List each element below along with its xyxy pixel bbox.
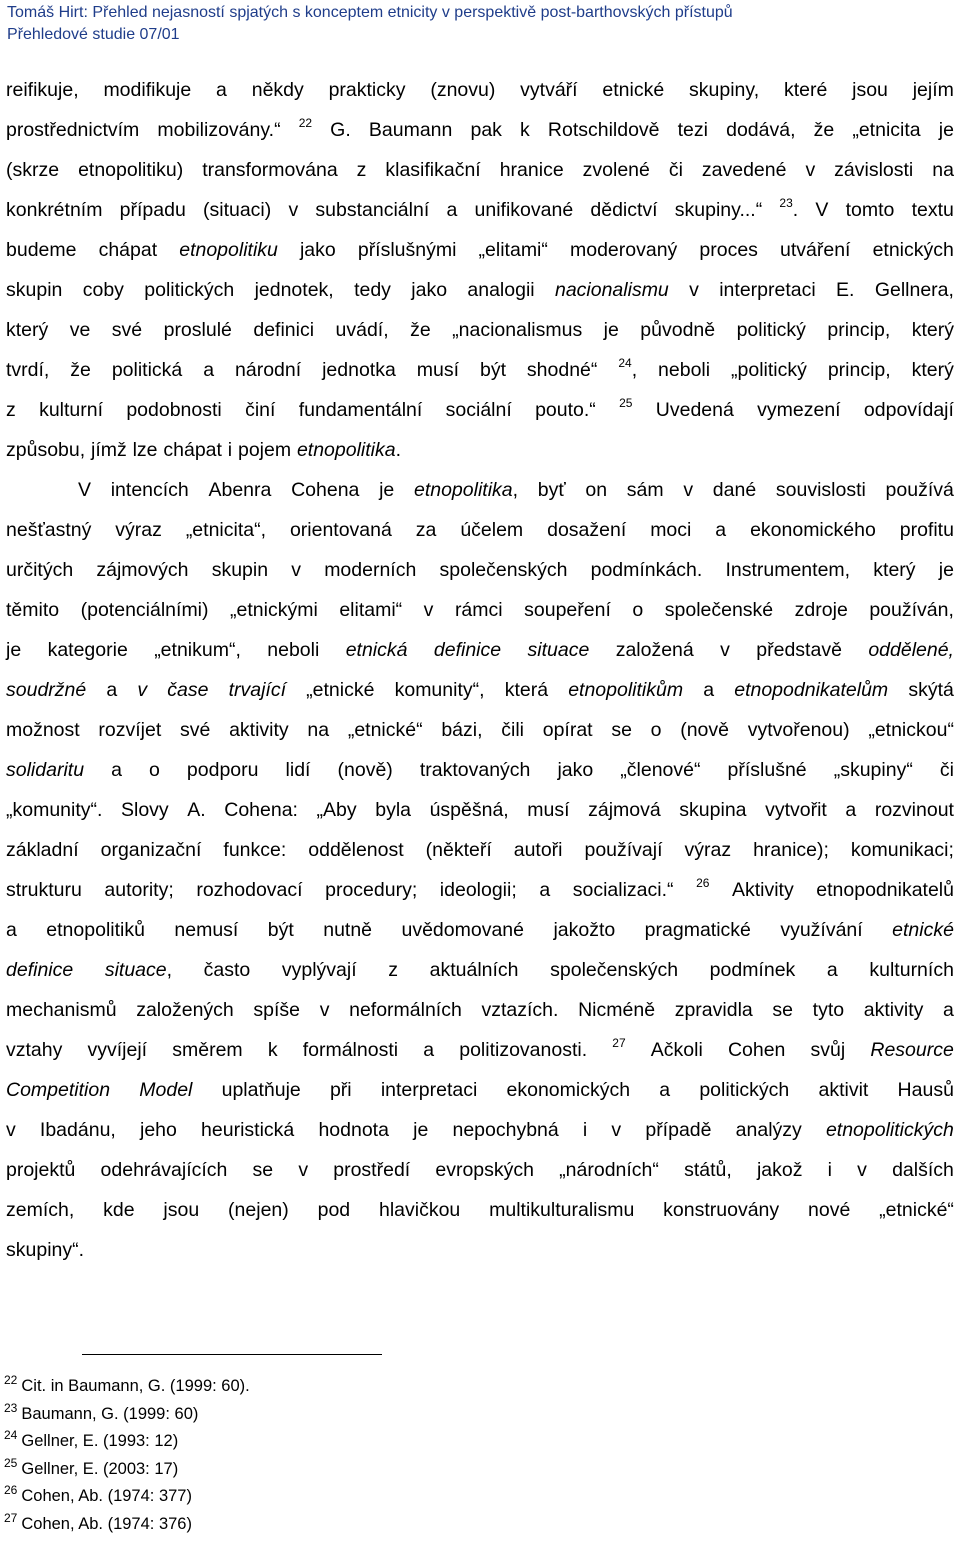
text-line: strukturu autority; rozhodovací procedury; ideologii; a socializaci.“ $^{26}$ Aktivity etnopodnikatelů (6, 876, 954, 901)
footnote-ref: 22 (298, 116, 313, 130)
text-line: určitých zájmových skupin v moderních společenských podmínkách. Instrumentem, který je (6, 559, 954, 581)
text-line: z kulturní podobnosti činí fundamentální sociální pouto.“ $^{25}$ Uvedená vymezení odpovídají (6, 396, 954, 421)
text-line: vztahy vyvíjejí směrem k formálnosti a politizovanosti. $^{27}$ Ačkoli Cohen svůj Resource (6, 1036, 954, 1061)
text-line: zemích, kde jsou (nejen) pod hlavičkou multikulturalismu konstruovány nové „etnické“ (6, 1199, 954, 1221)
footnote: $^{23}$ Baumann, G. (1999: 60) (4, 1400, 199, 1423)
text-line: těmito (potenciálními) „etnickými elitami“ v rámci soupeření o společenské zdroje používán, (6, 599, 954, 621)
page-header (7, 2, 733, 46)
footnote: $^{26}$ Cohen, Ab. (1974: 377) (4, 1483, 192, 1506)
text-line: způsobu, jímž lze chápat i pojem etnopolitika. (6, 439, 402, 461)
header-series: Přehledové studie 07/01 (7, 26, 180, 43)
text-line: „komunity“. Slovy A. Cohena: „Aby byla úspěšná, musí zájmová skupina vytvořit a rozvinout (6, 799, 954, 821)
text-line: skupiny“. (6, 1239, 85, 1261)
text-line: V intencích Abenra Cohena je etnopolitika, byť on sám v dané souvislosti používá (78, 479, 954, 501)
text-line: prostřednictvím mobilizovány.“ $^{22}$ G. Baumann pak k Rotschildově tezi dodává, že „etnicita je (6, 116, 954, 141)
footnote-ref: 26 (696, 876, 710, 890)
text-line: je kategorie „etnikum“, neboli etnická definice situace založená v představě oddělené, (6, 639, 954, 661)
text-line: budeme chápat etnopolitiku jako příslušnými „elitami“ moderovaný proces utváření etnických (6, 239, 954, 261)
text-line: soudržné a v čase trvající „etnické komunity“, která etnopolitikům a etnopodnikatelům skýtá (6, 679, 954, 701)
text-line: nešťastný výraz „etnicita“, orientovaná za účelem dosažení moci a ekonomického profitu (6, 519, 954, 541)
text-line: Competition Model uplatňuje při interpretaci ekonomických a politických aktivit Hausů (6, 1079, 954, 1101)
text-line: konkrétním případu (situaci) v substanciální a unifikované dědictví skupiny...“ $^{23}$. V tomto textu (6, 196, 954, 221)
text-line: v Ibadánu, jeho heuristická hodnota je nepochybná i v případě analýzy etnopolitických (6, 1119, 954, 1141)
text-line: a etnopolitiků nemusí být nutně uvědomované jakožto pragmatické využívání etnické (6, 919, 954, 941)
footnote: $^{22}$ Cit. in Baumann, G. (1999: 60). (4, 1373, 250, 1395)
text-line: projektů odehrávajících se v prostředí evropských „národních“ států, jakož i v dalších (6, 1159, 954, 1181)
text-line: mechanismů založených spíše v neformálních vztazích. Nicméně zpravidla se tyto aktivity a (6, 999, 954, 1021)
text-line: reifikuje, modifikuje a někdy prakticky (znovu) vytváří etnické skupiny, které jsou jejím (6, 79, 954, 101)
text-line: který ve své proslulé definici uvádí, že „nacionalismus je původně politický princip, který (6, 319, 954, 341)
text-line: základní organizační funkce: oddělenost (někteří autoři používají výraz hranice); komunikaci; (6, 839, 954, 861)
footnote-ref: 25 (619, 396, 633, 410)
footnote: $^{24}$ Gellner, E. (1993: 12) (4, 1428, 179, 1451)
text-line: definice situace, často vyplývají z aktuálních společenských podmínek a kulturních (6, 959, 954, 981)
footnote-ref: 23 (779, 196, 793, 210)
footnote: $^{25}$ Gellner, E. (2003: 17) (4, 1455, 179, 1478)
text-line: (skrze etnopolitiku) transformována z klasifikační hranice zvolené či zavedené v závislosti na (6, 159, 954, 181)
text-line: možnost rozvíjet své aktivity na „etnické“ bázi, čili opírat se o (nově vytvořenou) „etnickou“ (6, 719, 954, 741)
footnote-separator (82, 1354, 382, 1355)
text-line: skupin coby politických jednotek, tedy jako analogii nacionalismu v interpretaci E. Gellnera, (6, 279, 954, 301)
footnote-ref: 24 (618, 356, 632, 370)
header-title: Tomáš Hirt: Přehled nejasností spjatých s konceptem etnicity v perspektivě post-barthovských přístupů (7, 4, 733, 21)
footnote: $^{27}$ Cohen, Ab. (1974: 376) (4, 1511, 192, 1533)
text-line: tvrdí, že politická a národní jednotka musí být shodné“ $^{24}$, neboli „politický princip, který (6, 356, 954, 381)
text-line: solidaritu a o podporu lidí (nově) traktovaných jako „členové“ příslušné „skupiny“ či (6, 759, 954, 781)
footnote-ref: 27 (612, 1036, 626, 1050)
